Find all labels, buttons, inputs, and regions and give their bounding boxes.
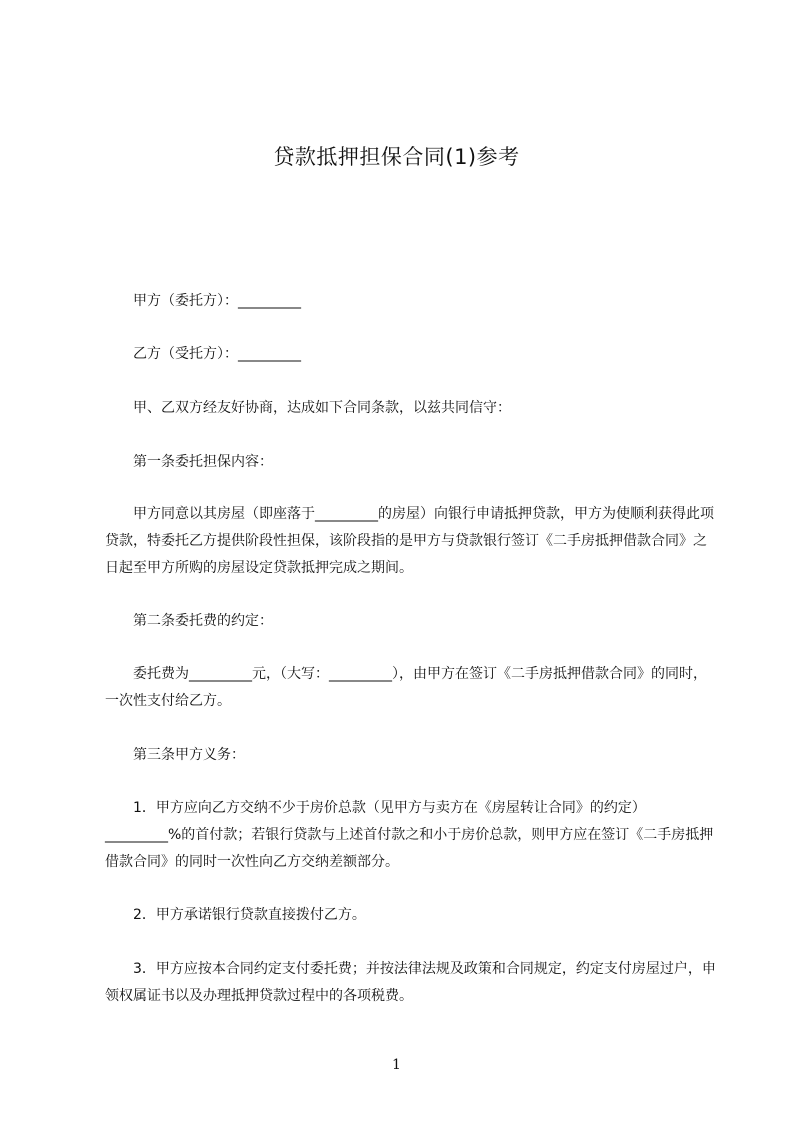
article-2-heading: 第二条委托费的约定： <box>105 613 273 629</box>
article-3-item-3: 3．甲方应按本合同约定支付委托费；并按法律法规及政策和合同规定，约定支付房屋过户，申领权属证书以及办理抵押贷款过程中的各项税费。 <box>105 961 716 1004</box>
agreement-intro: 甲、乙双方经友好协商，达成如下合同条款，以兹共同信守： <box>105 400 511 416</box>
article-3-heading: 第三条甲方义务： <box>105 747 245 763</box>
article-2-body: 委托费为_________元，（大写：_________），由甲方在签订《二手房抵押借款合同》的同时，一次性支付给乙方。 <box>105 666 707 709</box>
page-number: 1 <box>392 1057 401 1073</box>
article-3-item-1: 1．甲方应向乙方交纳不少于房价总款（见甲方与卖方在《房屋转让合同》的约定）_________%的首付款；若银行贷款与上述首付款之和小于房价总款，则甲方应在签订《二手房抵押借款合同》的同时一次性向乙方交纳差额部分。 <box>105 800 714 870</box>
article-1-heading: 第一条委托担保内容： <box>105 454 273 470</box>
article-1-body: 甲方同意以其房屋（即座落于_________的房屋）向银行申请抵押贷款，甲方为使顺利获得此项贷款，特委托乙方提供阶段性担保，该阶段指的是甲方与贷款银行签订《二手房抵押借款合同》之日起至甲方所购的房屋设定贷款抵押完成之期间。 <box>105 506 714 576</box>
article-3-item-2: 2．甲方承诺银行贷款直接拨付乙方。 <box>105 907 366 923</box>
party-b-line: 乙方（受托方）：_________ <box>105 346 301 362</box>
party-a-line: 甲方（委托方）：_________ <box>105 293 301 309</box>
document-title: 贷款抵押担保合同(1)参考 <box>273 145 520 169</box>
